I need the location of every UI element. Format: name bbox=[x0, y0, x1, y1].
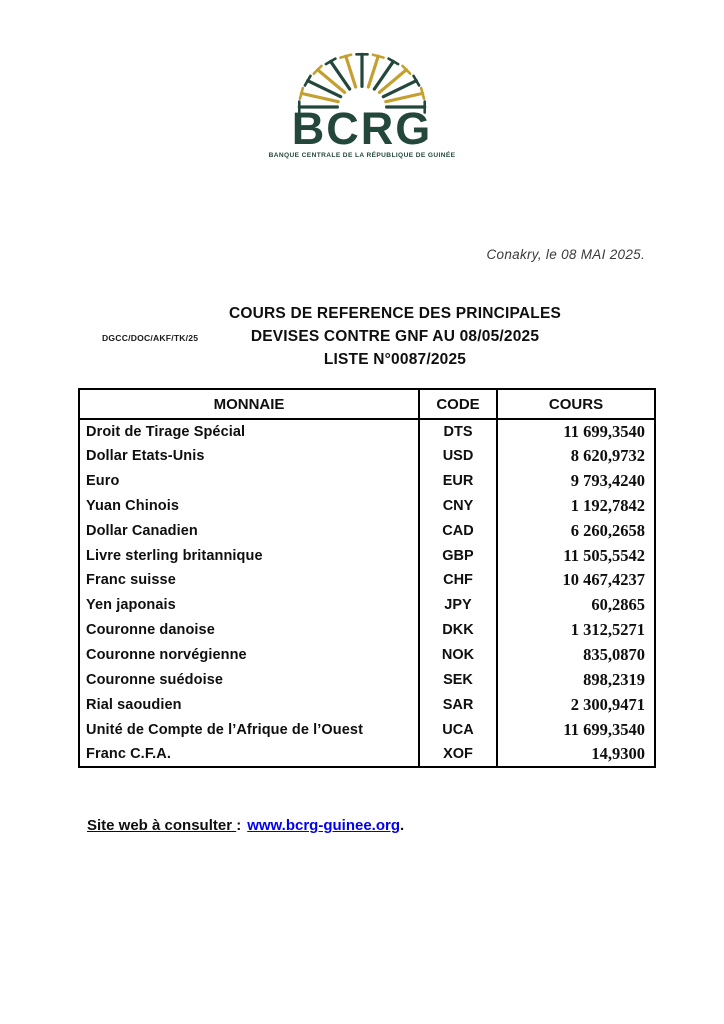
cell-rate: 835,0870 bbox=[583, 645, 645, 665]
table-row bbox=[79, 618, 655, 643]
column-header-cours: COURS bbox=[497, 389, 655, 419]
cell-currency: Dollar Canadien bbox=[86, 522, 198, 539]
title-line-3: LISTE N°0087/2025 bbox=[323, 351, 467, 368]
cell-currency: Couronne norvégienne bbox=[86, 647, 247, 664]
table-row bbox=[79, 518, 655, 543]
table-row bbox=[79, 543, 655, 568]
cell-rate: 8 620,9732 bbox=[570, 446, 645, 466]
cell-code: DTS bbox=[419, 419, 497, 444]
table-row bbox=[79, 667, 655, 692]
logo-tagline: BANQUE CENTRALE DE LA RÉPUBLIQUE DE GUINÉE bbox=[268, 152, 456, 159]
column-header-code: CODE bbox=[419, 389, 497, 419]
website-link[interactable]: www.bcrg-guinee.org bbox=[247, 817, 401, 834]
table-row bbox=[79, 742, 655, 767]
table-row bbox=[79, 717, 655, 742]
table-row bbox=[79, 419, 655, 444]
cell-currency: Euro bbox=[86, 473, 120, 490]
table-row bbox=[79, 494, 655, 519]
cell-currency: Unité de Compte de l’Afrique de l’Ouest bbox=[86, 721, 364, 738]
table-row bbox=[79, 593, 655, 618]
cell-code: GBP bbox=[419, 543, 497, 568]
reference-number: DGCC/DOC/AKF/TK/25 bbox=[102, 333, 199, 343]
footer-colon: : bbox=[236, 817, 242, 834]
column-header-monnaie: MONNAIE bbox=[79, 389, 419, 419]
table-row bbox=[79, 643, 655, 668]
cell-rate: 898,2319 bbox=[583, 669, 645, 689]
cell-currency: Dollar Etats-Unis bbox=[86, 448, 205, 465]
cell-code: XOF bbox=[419, 742, 497, 767]
cell-rate: 6 260,2658 bbox=[570, 520, 645, 540]
cell-rate: 11 699,3540 bbox=[563, 719, 645, 739]
table-header-row bbox=[79, 389, 655, 419]
cell-code: JPY bbox=[419, 593, 497, 618]
table-row bbox=[79, 568, 655, 593]
cell-code: CAD bbox=[419, 518, 497, 543]
document-title bbox=[165, 302, 625, 371]
cell-rate: 2 300,9471 bbox=[570, 694, 645, 714]
cell-rate: 1 192,7842 bbox=[570, 495, 645, 515]
logo-wordmark: BCRG bbox=[291, 103, 433, 154]
cell-currency: Couronne suédoise bbox=[86, 671, 224, 688]
title-line-1: COURS DE REFERENCE DES PRINCIPALES bbox=[228, 305, 562, 322]
table-row bbox=[79, 692, 655, 717]
cell-rate: 11 699,3540 bbox=[563, 421, 645, 441]
title-line-2: DEVISES CONTRE GNF AU 08/05/2025 bbox=[250, 328, 540, 345]
cell-rate: 14,9300 bbox=[591, 743, 645, 763]
cell-code: SEK bbox=[419, 667, 497, 692]
cell-currency: Yuan Chinois bbox=[86, 497, 180, 514]
cell-currency: Yen japonais bbox=[86, 597, 176, 614]
cell-code: NOK bbox=[419, 643, 497, 668]
cell-code: USD bbox=[419, 444, 497, 469]
cell-rate: 60,2865 bbox=[591, 595, 645, 615]
cell-rate: 11 505,5542 bbox=[563, 545, 645, 565]
cell-code: EUR bbox=[419, 469, 497, 494]
cell-currency: Rial saoudien bbox=[86, 696, 182, 713]
cell-code: CNY bbox=[419, 494, 497, 519]
date-line: Conakry, le 08 MAI 2025. bbox=[486, 247, 645, 262]
cell-currency: Droit de Tirage Spécial bbox=[86, 423, 246, 440]
cell-rate: 9 793,4240 bbox=[570, 471, 645, 491]
cell-currency: Franc suisse bbox=[86, 572, 176, 589]
footer-period: . bbox=[400, 817, 405, 834]
cell-currency: Franc C.F.A. bbox=[86, 745, 171, 762]
exchange-rates-table bbox=[78, 388, 656, 768]
footer bbox=[87, 817, 404, 834]
bcrg-logo bbox=[262, 42, 462, 159]
cell-currency: Couronne danoise bbox=[86, 622, 215, 639]
cell-rate: 10 467,4237 bbox=[562, 570, 645, 590]
cell-code: SAR bbox=[419, 692, 497, 717]
table-row bbox=[79, 469, 655, 494]
table-row bbox=[79, 444, 655, 469]
cell-code: DKK bbox=[419, 618, 497, 643]
cell-code: CHF bbox=[419, 568, 497, 593]
cell-currency: Livre sterling britannique bbox=[86, 547, 263, 564]
site-label: Site web à consulter bbox=[87, 817, 237, 834]
cell-code: UCA bbox=[419, 717, 497, 742]
cell-rate: 1 312,5271 bbox=[570, 620, 645, 640]
